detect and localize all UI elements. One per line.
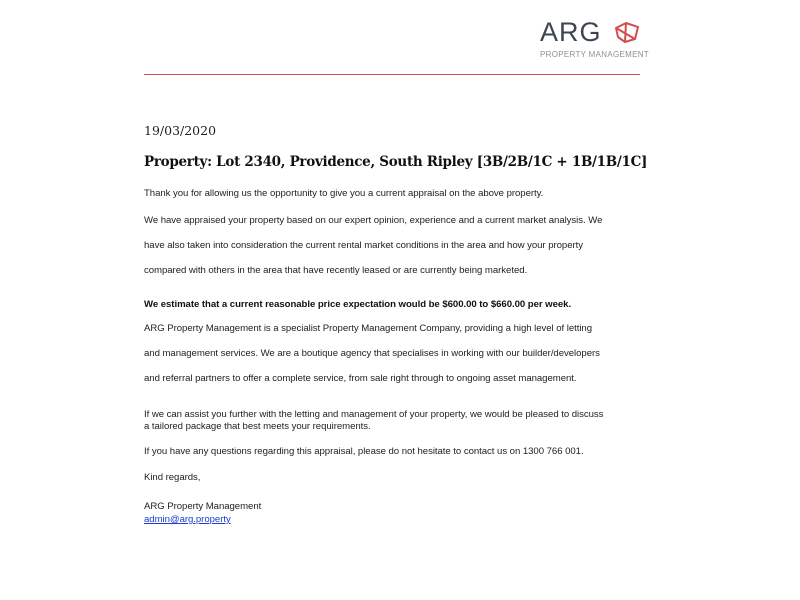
price-estimate: We estimate that a current reasonable price expectation would be $600.00 to $660.00 per week. xyxy=(144,299,572,310)
company-line-2: and management services. We are a boutique agency that specialises in working with our builder/developers xyxy=(144,348,600,359)
logo-subtitle: PROPERTY MANAGEMENT xyxy=(540,50,649,59)
arg-logo xyxy=(540,17,650,65)
logo-mark-icon xyxy=(612,20,642,46)
property-heading: Property: Lot 2340, Providence, South Ripley [3B/2B/1C + 1B/1B/1C] xyxy=(144,154,648,170)
company-line-3: and referral partners to offer a complete service, from sale right through to ongoing asset management. xyxy=(144,373,577,384)
appraisal-line-1: We have appraised your property based on our expert opinion, experience and a current market analysis. We xyxy=(144,215,603,226)
appraisal-line-2: have also taken into consideration the current rental market conditions in the area and how your property xyxy=(144,240,583,251)
signature: ARG Property Management xyxy=(144,501,262,512)
contact-paragraph: If you have any questions regarding this appraisal, please do not hesitate to contact us on 1300 766 001. xyxy=(144,446,584,457)
header-divider xyxy=(144,74,640,75)
appraisal-line-3: compared with others in the area that have recently leased or are currently being marketed. xyxy=(144,265,528,276)
logo-wordmark: ARG xyxy=(540,17,602,47)
letter-date: 19/03/2020 xyxy=(144,123,217,138)
assist-line-1: If we can assist you further with the letting and management of your property, we would be pleased to discuss xyxy=(144,409,604,420)
email-link[interactable]: admin@arg.property xyxy=(144,514,231,525)
intro-paragraph: Thank you for allowing us the opportunity to give you a current appraisal on the above property. xyxy=(144,188,544,199)
assist-line-2: a tailored package that best meets your requirements. xyxy=(144,421,371,432)
closing: Kind regards, xyxy=(144,472,201,483)
company-line-1: ARG Property Management is a specialist Property Management Company, providing a high level of letting xyxy=(144,323,592,334)
